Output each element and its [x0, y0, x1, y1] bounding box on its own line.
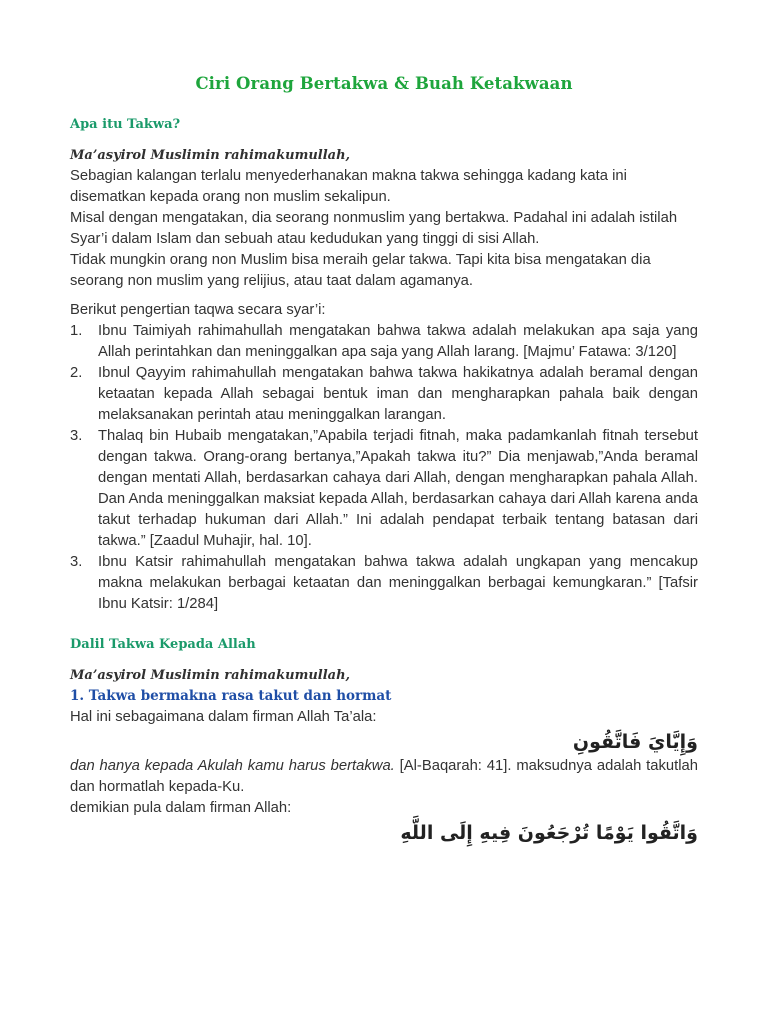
list-intro: Berikut pengertian taqwa secara syar’i: [70, 302, 326, 318]
paragraph: Tidak mungkin orang non Muslim bisa meraih gelar takwa. Tapi kita bisa mengatakan dia seorang non muslim yang relijius, atau taat dalam agamanya. [70, 252, 651, 289]
translation-text: dan hanya kepada Akulah kamu harus bertakwa. [70, 758, 395, 774]
page-title: Ciri Orang Bertakwa & Buah Ketakwaan [195, 74, 573, 93]
document-content [70, 74, 698, 847]
translation-reference: [Al-Baqarah: 41]. maksudnya adalah takutlah dan hormatlah kepada-Ku. [70, 758, 698, 795]
list-item: 3. Ibnu Katsir rahimahullah mengatakan bahwa takwa adalah ungkapan yang mencakup makna melakukan berbagai ketaatan dan meninggalkan berbagai kemungkaran.” [Tafsir Ibnu Katsir: 1/284] [70, 554, 698, 612]
arabic-verse: وَإِيَّايَ فَاتَّقُونِ [572, 731, 698, 753]
salutation: Ma’asyirol Muslimin rahimakumullah, [70, 668, 351, 683]
list-item: 3. Thalaq bin Hubaib mengatakan,”Apabila terjadi fitnah, maka padamkanlah fitnah tersebut dengan takwa. Orang-orang bertanya,”Apakah takwa itu?” Dia menjawab,”Anda beramal dengan mentati Allah, berdasarkan cahaya dari Allah, dengan mengharapkan pahala Allah. Dan Anda meninggalkan maksiat kepada Allah, berdasarkan cahaya dari Allah karena anda takut terhadap hukuman dari Allah.” Ini adalah pendapat terbaik tentang batasan dari takwa.” [Zaadul Muhajir, hal. 10]. [70, 428, 698, 549]
arabic-verse: وَاتَّقُوا يَوْمًا تُرْجَعُونَ فِيهِ إِلَى اللَّهِ [400, 822, 698, 844]
subheading: 1. Takwa bermakna rasa takut dan hormat [70, 688, 392, 704]
section-heading-apa-itu-takwa: Apa itu Takwa? [70, 117, 181, 132]
section-heading-dalil-takwa: Dalil Takwa Kepada Allah [70, 637, 256, 652]
list-item: 1. Ibnu Taimiyah rahimahullah mengatakan bahwa takwa adalah melakukan apa saja yang Allah perintahkan dan meninggalkan apa saja yang Allah larang. [Majmu’ Fatawa: 3/120] [70, 323, 698, 360]
definition-list [70, 321, 698, 615]
paragraph: Sebagian kalangan terlalu menyederhanakan makna takwa sehingga kadang kata ini disematkan kepada orang non muslim sekalipun. [70, 168, 627, 205]
translation-paragraph [70, 756, 698, 798]
paragraph: Misal dengan mengatakan, dia seorang nonmuslim yang bertakwa. Padahal ini adalah istilah Syar’i dalam Islam dan sebuah atau kedudukan yang tinggi di sisi Allah. [70, 210, 678, 247]
paragraph: demikian pula dalam firman Allah: [70, 800, 292, 816]
salutation: Ma’asyirol Muslimin rahimakumullah, [70, 148, 351, 163]
list-item: 2. Ibnul Qayyim rahimahullah mengatakan bahwa takwa hakikatnya adalah beramal dengan ketaatan kepada Allah sebagai bentuk iman dan mengharapkan pahala baik dengan melaksanakan perintah atau meninggalkan larangan. [70, 365, 698, 423]
paragraph: Hal ini sebagaimana dalam firman Allah Ta’ala: [70, 709, 377, 725]
